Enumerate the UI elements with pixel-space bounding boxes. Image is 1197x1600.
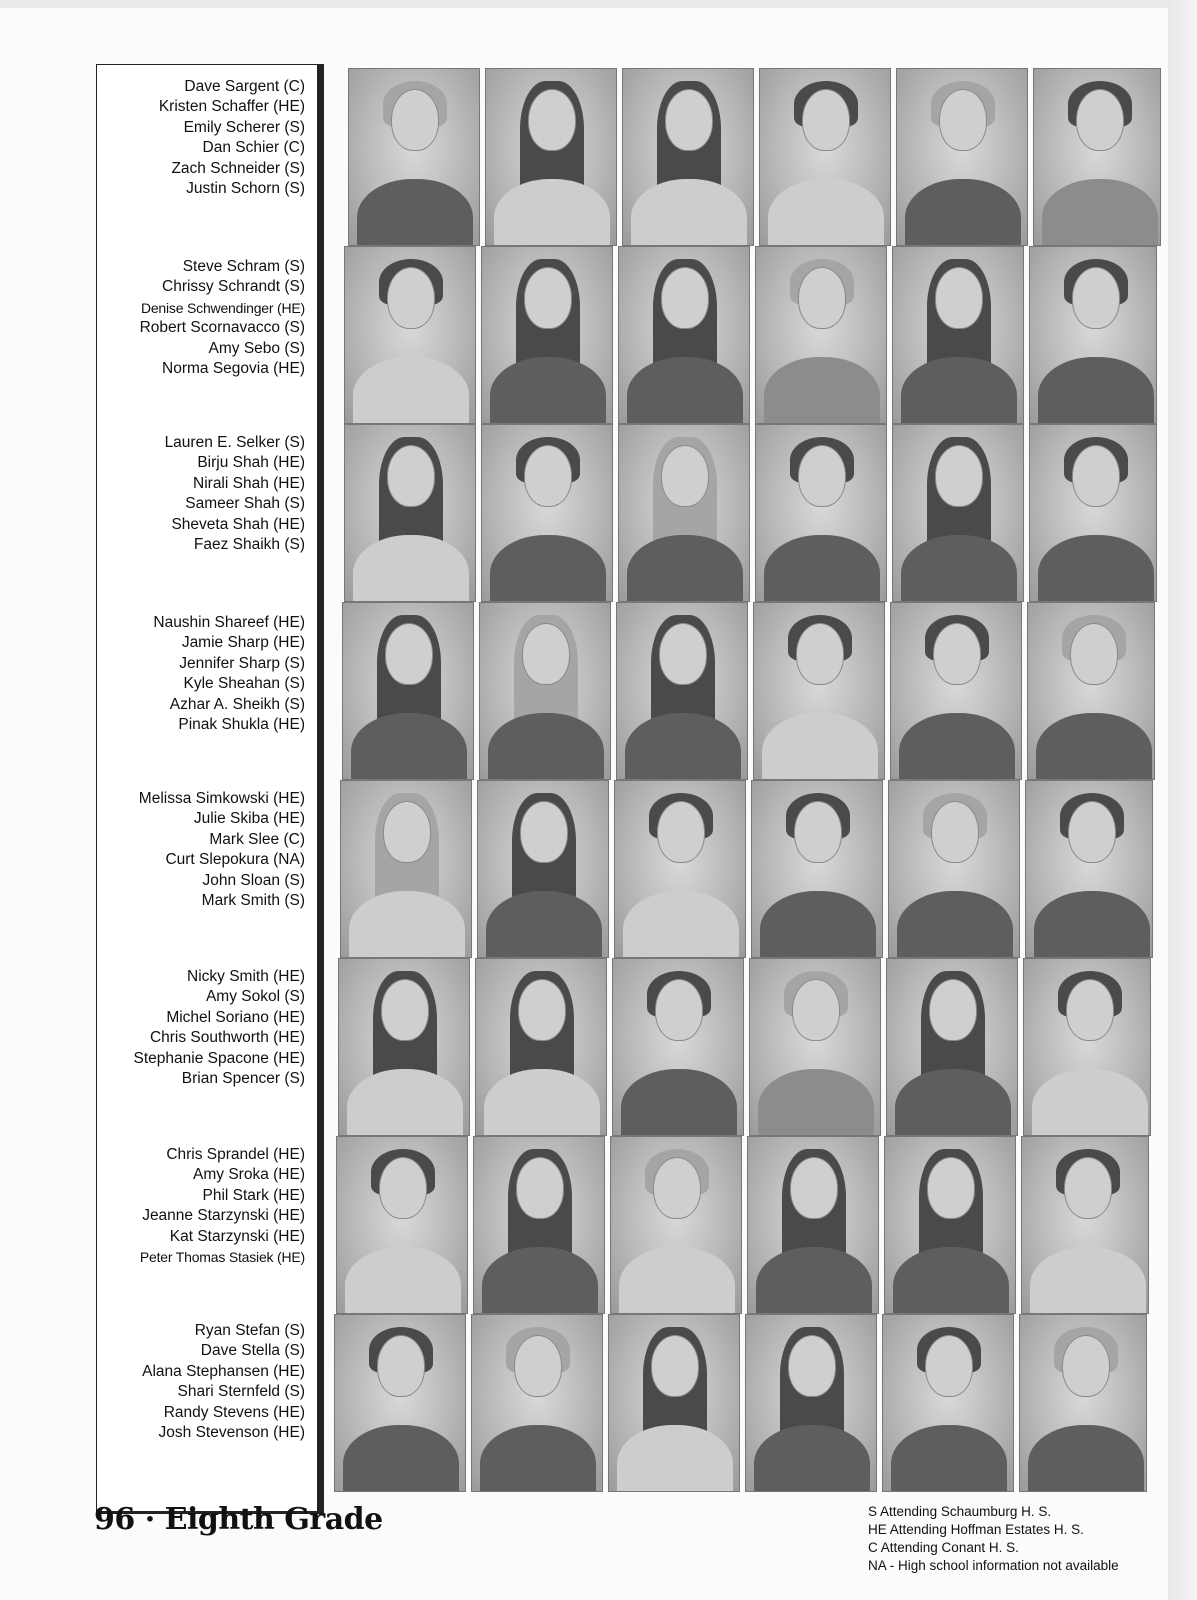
student-portrait: [612, 958, 744, 1136]
student-portrait: [1033, 68, 1161, 246]
face-shape: [933, 623, 981, 685]
shoulders-shape: [901, 535, 1017, 602]
face-shape: [798, 445, 846, 507]
legend-code: C: [868, 1540, 878, 1555]
student-name: Brian Spencer (S): [181, 1070, 305, 1088]
shoulders-shape: [351, 713, 467, 780]
student-name: Faez Shaikh (S): [193, 536, 305, 554]
student-name: Robert Scornavacco (S): [139, 319, 305, 337]
name-group: [97, 1145, 305, 1267]
face-shape: [1062, 1335, 1110, 1397]
student-name: Melissa Simkowski (HE): [138, 790, 305, 807]
student-name: Norma Segovia (HE): [162, 360, 305, 378]
student-name: Jennifer Sharp (S): [179, 654, 305, 672]
shoulders-shape: [893, 1247, 1009, 1314]
student-portrait: [886, 958, 1018, 1136]
face-shape: [788, 1335, 836, 1397]
student-portrait: [485, 68, 617, 246]
shoulders-shape: [625, 713, 741, 780]
student-portrait: [618, 424, 750, 602]
student-portrait: [614, 780, 746, 958]
shoulders-shape: [899, 713, 1015, 780]
footer-separator: ·: [144, 1502, 155, 1537]
face-shape: [528, 89, 576, 151]
shoulders-shape: [756, 1247, 872, 1314]
shoulders-shape: [762, 713, 878, 780]
student-portrait: [753, 602, 885, 780]
student-name: Ryan Stefan (S): [194, 1322, 305, 1339]
face-shape: [927, 1157, 975, 1219]
shoulders-shape: [895, 1069, 1011, 1136]
student-portrait: [749, 958, 881, 1136]
shoulders-shape: [347, 1069, 463, 1136]
face-shape: [1072, 267, 1120, 329]
face-shape: [514, 1335, 562, 1397]
shoulders-shape: [764, 535, 880, 602]
page-number: 96: [94, 1502, 135, 1537]
face-shape: [661, 445, 709, 507]
student-name: Peter Thomas Stasiek (HE): [139, 1249, 305, 1266]
student-name: Amy Sebo (S): [208, 339, 305, 357]
shoulders-shape: [494, 179, 610, 246]
page-top-edge: [0, 0, 1197, 8]
student-name: Kat Starzynski (HE): [169, 1227, 305, 1245]
name-group: [97, 789, 305, 911]
student-portrait: [1021, 1136, 1149, 1314]
student-name: Kristen Schaffer (HE): [158, 98, 305, 116]
student-name: Sheveta Shah (HE): [171, 515, 305, 533]
face-shape: [798, 267, 846, 329]
portrait-row: [344, 424, 1174, 602]
student-name: Michel Soriano (HE): [166, 1008, 305, 1026]
shoulders-shape: [758, 1069, 874, 1136]
shoulders-shape: [1038, 535, 1154, 602]
student-name: John Sloan (S): [202, 871, 305, 889]
shoulders-shape: [617, 1425, 733, 1492]
face-shape: [929, 979, 977, 1041]
student-portrait: [477, 780, 609, 958]
portrait-row: [334, 1314, 1164, 1492]
face-shape: [651, 1335, 699, 1397]
student-name: Randy Stevens (HE): [163, 1403, 305, 1421]
face-shape: [1064, 1157, 1112, 1219]
face-shape: [657, 801, 705, 863]
student-portrait: [759, 68, 891, 246]
student-portrait: [1029, 246, 1157, 424]
face-shape: [935, 445, 983, 507]
face-shape: [939, 89, 987, 151]
name-group: [97, 613, 305, 735]
student-portrait: [747, 1136, 879, 1314]
shoulders-shape: [1028, 1425, 1144, 1492]
student-name: Dave Sargent (C): [184, 78, 305, 95]
face-shape: [387, 445, 435, 507]
student-portrait: [608, 1314, 740, 1492]
legend-line: [868, 1557, 1168, 1575]
portrait-row: [344, 246, 1174, 424]
student-portrait: [471, 1314, 603, 1492]
face-shape: [391, 89, 439, 151]
student-portrait: [336, 1136, 468, 1314]
face-shape: [925, 1335, 973, 1397]
school-legend: [868, 1503, 1168, 1575]
student-name: Pinak Shukla (HE): [178, 716, 305, 734]
shoulders-shape: [484, 1069, 600, 1136]
legend-code: NA: [868, 1558, 887, 1573]
name-group: [97, 967, 305, 1089]
student-portrait: [344, 246, 476, 424]
shoulders-shape: [901, 357, 1017, 424]
student-portrait: [1025, 780, 1153, 958]
student-name: Curt Slepokura (NA): [165, 851, 305, 869]
portrait-row: [340, 780, 1170, 958]
face-shape: [931, 801, 979, 863]
shoulders-shape: [490, 357, 606, 424]
student-portrait: [622, 68, 754, 246]
shoulders-shape: [1032, 1069, 1148, 1136]
shoulders-shape: [891, 1425, 1007, 1492]
face-shape: [794, 801, 842, 863]
student-name: Mark Slee (C): [209, 830, 305, 848]
shoulders-shape: [480, 1425, 596, 1492]
shoulders-shape: [768, 179, 884, 246]
student-name: Birju Shah (HE): [197, 454, 305, 472]
student-portrait: [745, 1314, 877, 1492]
student-name: Emily Scherer (S): [183, 118, 305, 136]
shoulders-shape: [627, 535, 743, 602]
student-portrait: [481, 246, 613, 424]
page-footer-title: [94, 1502, 383, 1537]
student-portrait: [1019, 1314, 1147, 1492]
shoulders-shape: [486, 891, 602, 958]
legend-code: HE: [868, 1522, 887, 1537]
shoulders-shape: [488, 713, 604, 780]
shoulders-shape: [349, 891, 465, 958]
student-name: Dan Schier (C): [202, 139, 305, 157]
student-name: Julie Skiba (HE): [193, 810, 305, 828]
face-shape: [665, 89, 713, 151]
face-shape: [1076, 89, 1124, 151]
shoulders-shape: [631, 179, 747, 246]
face-shape: [1068, 801, 1116, 863]
student-name: Zach Schneider (S): [171, 159, 305, 177]
shoulders-shape: [621, 1069, 737, 1136]
student-portrait: [890, 602, 1022, 780]
student-portrait: [755, 246, 887, 424]
shoulders-shape: [345, 1247, 461, 1314]
legend-text: - High school information not available: [889, 1558, 1119, 1573]
face-shape: [1070, 623, 1118, 685]
student-name: Nicky Smith (HE): [187, 968, 305, 985]
shoulders-shape: [1030, 1247, 1146, 1314]
shoulders-shape: [1036, 713, 1152, 780]
shoulders-shape: [1042, 179, 1158, 246]
student-portrait: [892, 246, 1024, 424]
student-name: Josh Stevenson (HE): [158, 1424, 305, 1442]
shoulders-shape: [897, 891, 1013, 958]
face-shape: [385, 623, 433, 685]
legend-line: [868, 1539, 1168, 1557]
student-portrait: [882, 1314, 1014, 1492]
student-name: Sameer Shah (S): [185, 495, 305, 513]
shoulders-shape: [353, 357, 469, 424]
portrait-row: [338, 958, 1168, 1136]
shoulders-shape: [357, 179, 473, 246]
student-portrait: [481, 424, 613, 602]
student-portrait: [475, 958, 607, 1136]
face-shape: [661, 267, 709, 329]
name-group: [97, 257, 305, 379]
student-portrait: [340, 780, 472, 958]
student-name: Nirali Shah (HE): [193, 474, 305, 492]
face-shape: [792, 979, 840, 1041]
student-portrait: [1023, 958, 1151, 1136]
legend-code: S: [868, 1504, 878, 1519]
student-portrait: [1029, 424, 1157, 602]
portrait-row: [348, 68, 1178, 246]
student-portrait: [479, 602, 611, 780]
student-portrait: [473, 1136, 605, 1314]
shoulders-shape: [1034, 891, 1150, 958]
face-shape: [377, 1335, 425, 1397]
portrait-row: [336, 1136, 1166, 1314]
face-shape: [518, 979, 566, 1041]
face-shape: [516, 1157, 564, 1219]
shoulders-shape: [482, 1247, 598, 1314]
student-name: Amy Sroka (HE): [193, 1166, 305, 1184]
face-shape: [379, 1157, 427, 1219]
shoulders-shape: [905, 179, 1021, 246]
shoulders-shape: [1038, 357, 1154, 424]
face-shape: [655, 979, 703, 1041]
student-name: Amy Sokol (S): [205, 988, 305, 1006]
shoulders-shape: [490, 535, 606, 602]
name-group: [97, 77, 305, 199]
student-name: Chris Sprandel (HE): [166, 1146, 305, 1163]
student-portrait: [342, 602, 474, 780]
student-name: Dave Stella (S): [200, 1342, 305, 1360]
student-name: Shari Sternfeld (S): [177, 1383, 305, 1401]
name-group: [97, 433, 305, 555]
student-portrait: [884, 1136, 1016, 1314]
student-name: Justin Schorn (S): [186, 180, 305, 198]
student-portrait: [338, 958, 470, 1136]
section-title: Eighth Grade: [164, 1502, 383, 1537]
shoulders-shape: [627, 357, 743, 424]
names-panel: [96, 64, 324, 1514]
student-portrait: [348, 68, 480, 246]
face-shape: [802, 89, 850, 151]
student-portrait: [751, 780, 883, 958]
student-portrait: [618, 246, 750, 424]
student-name: Naushin Shareef (HE): [153, 614, 305, 631]
face-shape: [524, 445, 572, 507]
face-shape: [524, 267, 572, 329]
face-shape: [383, 801, 431, 863]
student-name: Denise Schwendinger (HE): [140, 299, 305, 316]
shoulders-shape: [619, 1247, 735, 1314]
face-shape: [1072, 445, 1120, 507]
shoulders-shape: [623, 891, 739, 958]
face-shape: [796, 623, 844, 685]
legend-line: [868, 1503, 1168, 1521]
student-portrait: [888, 780, 1020, 958]
student-portrait: [896, 68, 1028, 246]
student-name: Chrissy Schrandt (S): [162, 278, 305, 296]
student-portrait: [616, 602, 748, 780]
face-shape: [387, 267, 435, 329]
student-portrait: [610, 1136, 742, 1314]
face-shape: [659, 623, 707, 685]
shoulders-shape: [353, 535, 469, 602]
shoulders-shape: [760, 891, 876, 958]
student-name: Chris Southworth (HE): [149, 1029, 305, 1047]
student-name: Alana Stephansen (HE): [142, 1362, 305, 1380]
legend-line: [868, 1521, 1168, 1539]
face-shape: [790, 1157, 838, 1219]
student-name: Jamie Sharp (HE): [181, 634, 305, 652]
shoulders-shape: [343, 1425, 459, 1492]
student-portrait: [1027, 602, 1155, 780]
face-shape: [520, 801, 568, 863]
face-shape: [522, 623, 570, 685]
face-shape: [653, 1157, 701, 1219]
student-name: Azhar A. Sheikh (S): [169, 695, 305, 713]
portrait-row: [342, 602, 1172, 780]
legend-text: Attending Schaumburg H. S.: [880, 1504, 1052, 1519]
student-name: Mark Smith (S): [201, 892, 305, 910]
shoulders-shape: [754, 1425, 870, 1492]
student-portrait: [334, 1314, 466, 1492]
face-shape: [381, 979, 429, 1041]
student-portrait: [755, 424, 887, 602]
student-portrait: [344, 424, 476, 602]
face-shape: [1066, 979, 1114, 1041]
student-name: Kyle Sheahan (S): [183, 675, 305, 693]
student-name: Steve Schram (S): [182, 258, 305, 275]
student-name: Phil Stark (HE): [202, 1186, 305, 1204]
shoulders-shape: [764, 357, 880, 424]
legend-text: Attending Conant H. S.: [880, 1540, 1019, 1555]
student-name: Jeanne Starzynski (HE): [142, 1207, 305, 1225]
name-group: [97, 1321, 305, 1443]
student-portrait: [892, 424, 1024, 602]
student-name: Lauren E. Selker (S): [164, 434, 305, 451]
student-name: Stephanie Spacone (HE): [133, 1049, 305, 1067]
face-shape: [935, 267, 983, 329]
legend-text: Attending Hoffman Estates H. S.: [889, 1522, 1084, 1537]
